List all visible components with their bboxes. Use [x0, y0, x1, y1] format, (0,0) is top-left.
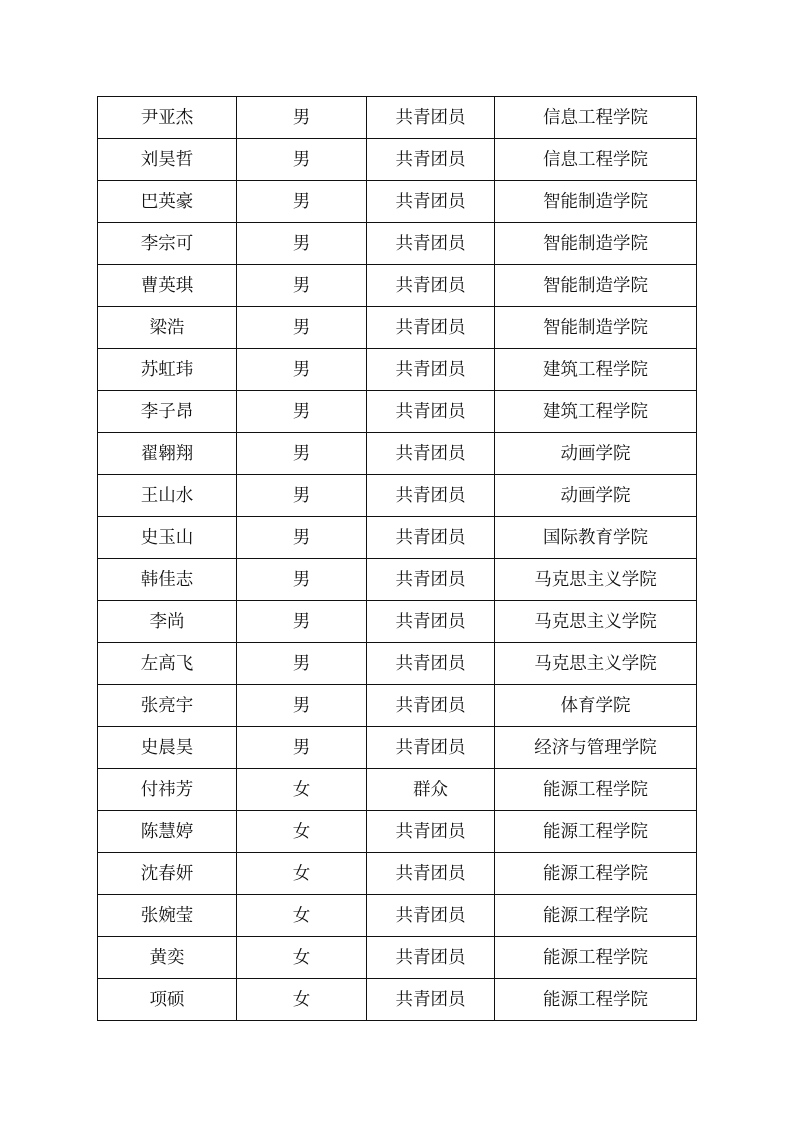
name-cell: 付祎芳 — [98, 769, 237, 811]
table-row — [98, 811, 697, 853]
gender-cell: 女 — [237, 895, 367, 937]
name-cell: 项硕 — [98, 979, 237, 1021]
gender-cell: 男 — [237, 559, 367, 601]
name-cell: 尹亚杰 — [98, 97, 237, 139]
gender-cell: 男 — [237, 433, 367, 475]
college-cell: 经济与管理学院 — [495, 727, 697, 769]
college-cell: 信息工程学院 — [495, 139, 697, 181]
name-cell: 张亮宇 — [98, 685, 237, 727]
college-cell: 能源工程学院 — [495, 853, 697, 895]
political-status-cell: 共青团员 — [367, 391, 495, 433]
college-cell: 能源工程学院 — [495, 979, 697, 1021]
gender-cell: 男 — [237, 643, 367, 685]
table-row — [98, 139, 697, 181]
gender-cell: 男 — [237, 181, 367, 223]
college-cell: 动画学院 — [495, 475, 697, 517]
name-cell: 韩佳志 — [98, 559, 237, 601]
political-status-cell: 共青团员 — [367, 559, 495, 601]
political-status-cell: 共青团员 — [367, 685, 495, 727]
gender-cell: 男 — [237, 475, 367, 517]
name-cell: 史玉山 — [98, 517, 237, 559]
gender-cell: 女 — [237, 769, 367, 811]
political-status-cell: 共青团员 — [367, 727, 495, 769]
table-row — [98, 643, 697, 685]
table-row — [98, 307, 697, 349]
name-cell: 李子昂 — [98, 391, 237, 433]
table-row — [98, 769, 697, 811]
political-status-cell: 群众 — [367, 769, 495, 811]
political-status-cell: 共青团员 — [367, 811, 495, 853]
gender-cell: 男 — [237, 265, 367, 307]
political-status-cell: 共青团员 — [367, 139, 495, 181]
name-cell: 苏虹玮 — [98, 349, 237, 391]
table-row — [98, 895, 697, 937]
name-cell: 沈春妍 — [98, 853, 237, 895]
political-status-cell: 共青团员 — [367, 349, 495, 391]
political-status-cell: 共青团员 — [367, 895, 495, 937]
table-row — [98, 97, 697, 139]
gender-cell: 男 — [237, 517, 367, 559]
name-cell: 张婉莹 — [98, 895, 237, 937]
college-cell: 建筑工程学院 — [495, 391, 697, 433]
name-cell: 陈慧婷 — [98, 811, 237, 853]
gender-cell: 男 — [237, 727, 367, 769]
table-row — [98, 265, 697, 307]
college-cell: 能源工程学院 — [495, 895, 697, 937]
gender-cell: 女 — [237, 979, 367, 1021]
table-row — [98, 559, 697, 601]
gender-cell: 男 — [237, 307, 367, 349]
gender-cell: 男 — [237, 391, 367, 433]
college-cell: 马克思主义学院 — [495, 643, 697, 685]
table-row — [98, 223, 697, 265]
political-status-cell: 共青团员 — [367, 265, 495, 307]
college-cell: 马克思主义学院 — [495, 559, 697, 601]
name-cell: 曹英琪 — [98, 265, 237, 307]
table-row — [98, 391, 697, 433]
name-cell: 刘昊哲 — [98, 139, 237, 181]
gender-cell: 男 — [237, 97, 367, 139]
table-row — [98, 433, 697, 475]
table-row — [98, 517, 697, 559]
table-row — [98, 601, 697, 643]
college-cell: 能源工程学院 — [495, 811, 697, 853]
college-cell: 马克思主义学院 — [495, 601, 697, 643]
name-cell: 梁浩 — [98, 307, 237, 349]
table-row — [98, 475, 697, 517]
name-cell: 黄奕 — [98, 937, 237, 979]
gender-cell: 女 — [237, 937, 367, 979]
name-cell: 王山水 — [98, 475, 237, 517]
political-status-cell: 共青团员 — [367, 853, 495, 895]
college-cell: 国际教育学院 — [495, 517, 697, 559]
college-cell: 智能制造学院 — [495, 181, 697, 223]
college-cell: 建筑工程学院 — [495, 349, 697, 391]
political-status-cell: 共青团员 — [367, 601, 495, 643]
table-row — [98, 937, 697, 979]
table-row — [98, 853, 697, 895]
table-row — [98, 685, 697, 727]
political-status-cell: 共青团员 — [367, 97, 495, 139]
gender-cell: 女 — [237, 811, 367, 853]
name-cell: 翟翱翔 — [98, 433, 237, 475]
name-cell: 巴英豪 — [98, 181, 237, 223]
college-cell: 能源工程学院 — [495, 769, 697, 811]
name-cell: 李尚 — [98, 601, 237, 643]
table-row — [98, 727, 697, 769]
political-status-cell: 共青团员 — [367, 433, 495, 475]
college-cell: 能源工程学院 — [495, 937, 697, 979]
gender-cell: 男 — [237, 685, 367, 727]
college-cell: 信息工程学院 — [495, 97, 697, 139]
gender-cell: 男 — [237, 601, 367, 643]
gender-cell: 男 — [237, 223, 367, 265]
college-cell: 智能制造学院 — [495, 223, 697, 265]
political-status-cell: 共青团员 — [367, 307, 495, 349]
college-cell: 智能制造学院 — [495, 265, 697, 307]
table-row — [98, 349, 697, 391]
political-status-cell: 共青团员 — [367, 937, 495, 979]
gender-cell: 男 — [237, 349, 367, 391]
gender-cell: 女 — [237, 853, 367, 895]
political-status-cell: 共青团员 — [367, 643, 495, 685]
political-status-cell: 共青团员 — [367, 979, 495, 1021]
political-status-cell: 共青团员 — [367, 181, 495, 223]
college-cell: 智能制造学院 — [495, 307, 697, 349]
college-cell: 动画学院 — [495, 433, 697, 475]
political-status-cell: 共青团员 — [367, 475, 495, 517]
name-cell: 史晨昊 — [98, 727, 237, 769]
name-cell: 左高飞 — [98, 643, 237, 685]
name-cell: 李宗可 — [98, 223, 237, 265]
political-status-cell: 共青团员 — [367, 517, 495, 559]
college-cell: 体育学院 — [495, 685, 697, 727]
table-row — [98, 979, 697, 1021]
gender-cell: 男 — [237, 139, 367, 181]
student-roster-table — [97, 96, 697, 1021]
political-status-cell: 共青团员 — [367, 223, 495, 265]
table-row — [98, 181, 697, 223]
